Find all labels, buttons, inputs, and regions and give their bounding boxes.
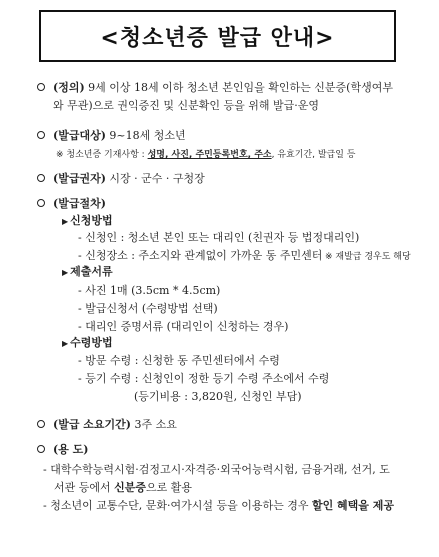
definition-text-2: 와 무관)으로 권익증진 및 신분확인 등을 위해 발급·운영: [53, 99, 320, 112]
usage-item-2-bold: 할인 혜택을 제공: [311, 499, 395, 512]
definition-label: (정의): [53, 81, 85, 94]
bullet-icon: [37, 131, 45, 139]
receipt-mail: - 등기 수령 : 신청인이 정한 등기 수령 주소에서 수령: [78, 372, 330, 385]
documents-proxy: - 대리인 증명서류 (대리인이 신청하는 경우): [78, 320, 289, 333]
receipt-heading-text: 수령방법: [70, 336, 113, 349]
triangle-icon: ▶: [62, 339, 69, 348]
apply-method-heading-text: 신청방법: [70, 214, 113, 227]
target-note: [56, 147, 355, 160]
usage-item-1-prefix: 서관 등에서: [54, 481, 111, 494]
authority-line: [53, 170, 205, 186]
bullet-icon: [37, 83, 45, 91]
duration-line: [53, 416, 177, 432]
bullet-icon: [37, 199, 45, 207]
target-line: [53, 127, 186, 143]
usage-label: (용 도): [53, 443, 89, 456]
bullet-icon: [37, 445, 45, 453]
authority-text: 시장 · 군수 · 구청장: [109, 172, 205, 185]
apply-method-heading: [62, 212, 113, 228]
usage-item-1-suffix: 으로 활용: [146, 481, 193, 494]
page-title: <청소년증 발급 안내>: [39, 10, 396, 62]
receipt-mail-fee: (등기비용 : 3,820원, 신청인 부담): [134, 390, 302, 403]
definition-text-1: 9세 이상 18세 이하 청소년 본인임을 확인하는 신분증(학생여부: [88, 81, 393, 94]
usage-item-1-bold: 신분증: [114, 481, 147, 494]
definition-line-1: [53, 79, 393, 95]
documents-heading-text: 제출서류: [70, 265, 113, 278]
apply-place: - 신청장소 : 주소지와 관계없이 가까운 동 주민센터: [78, 249, 323, 262]
target-text: 9~18세 청소년: [109, 129, 186, 142]
documents-photo: - 사진 1매 (3.5cm * 4.5cm): [78, 284, 221, 297]
duration-text: 3주 소요: [134, 418, 177, 431]
usage-item-1-line-1: - 대학수학능력시험·검정고시·자격증·외국어능력시험, 금융거래, 선거, 도: [43, 463, 390, 476]
target-note-suffix: , 유효기간, 발급일 등: [271, 150, 356, 160]
usage-item-1-line-2: [54, 479, 192, 495]
usage-item-2: [43, 497, 394, 513]
triangle-icon: ▶: [62, 217, 69, 226]
bullet-icon: [37, 420, 45, 428]
authority-label: (발급권자): [53, 172, 106, 185]
documents-form: - 발급신청서 (수령방법 선택): [78, 302, 218, 315]
documents-heading: [62, 263, 113, 279]
apply-place-note: ※ 재발급 경우도 해당: [325, 252, 411, 262]
target-note-prefix: ※ 청소년증 기재사항 :: [56, 150, 145, 160]
target-note-bold: 성명, 사진, 주민등록번호, 주소: [147, 150, 272, 160]
duration-label: (발급 소요기간): [53, 418, 131, 431]
procedure-label: (발급절차): [53, 197, 106, 210]
bullet-icon: [37, 174, 45, 182]
usage-item-2-prefix: - 청소년이 교통수단, 문화·여가시설 등을 이용하는 경우: [43, 499, 309, 512]
target-label: (발급대상): [53, 129, 106, 142]
receipt-heading: [62, 334, 113, 350]
receipt-visit: - 방문 수령 : 신청한 동 주민센터에서 수령: [78, 354, 280, 367]
triangle-icon: ▶: [62, 268, 69, 277]
apply-applicant: - 신청인 : 청소년 본인 또는 대리인 (친권자 등 법정대리인): [78, 231, 360, 244]
